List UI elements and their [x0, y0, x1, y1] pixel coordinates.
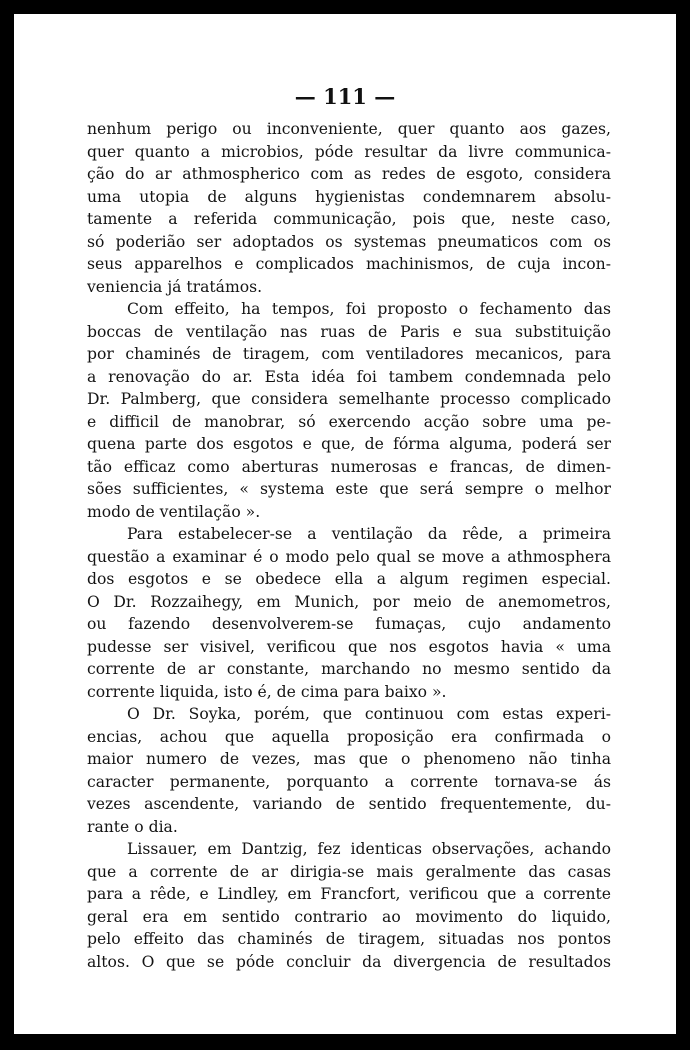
text-line: Lissauer, em Dantzig, fez identicas observações, achando: [127, 840, 611, 858]
text-line: veniencia já tratámos.: [87, 277, 263, 296]
text-line: que a corrente de ar dirigia-se mais geralmente das casas: [87, 862, 611, 881]
paragraph: [87, 703, 611, 838]
text-line: vezes ascendente, variando de sentido frequentemente, du-: [87, 795, 611, 813]
text-line: quena parte dos esgotos e que, de fórma alguma, poderá ser: [87, 435, 611, 453]
paragraph: [87, 118, 611, 298]
text-line: só poderião ser adoptados os systemas pneumaticos com os: [87, 232, 611, 251]
text-line: corrente liquida, isto é, de cima para baixo ».: [87, 682, 447, 701]
text-line: sões sufficientes, « systema este que será sempre o melhor: [87, 480, 611, 498]
text-line: corrente de ar constante, marchando no mesmo sentido da: [87, 660, 611, 678]
text-line: por chaminés de tiragem, com ventiladores mecanicos, para: [87, 345, 611, 363]
text-line: ção do ar athmospherico com as redes de esgoto, considera: [87, 165, 611, 183]
text-line: questão a examinar é o modo pelo qual se move a athmosphera: [87, 547, 611, 566]
text-line: ou fazendo desenvolverem-se fumaças, cujo andamento: [87, 615, 611, 633]
paragraph: [87, 523, 611, 703]
text-line: tão efficaz como aberturas numerosas e francas, de dimen-: [87, 457, 611, 476]
text-line: O Dr. Soyka, porém, que continuou com estas experi-: [127, 705, 611, 723]
text-line: rante o dia.: [87, 817, 178, 836]
text-line: tamente a referida communicação, pois que, neste caso,: [87, 210, 611, 228]
text-line: pudesse ser visivel, verificou que nos esgotos havia « uma: [87, 637, 611, 656]
paragraph: [87, 838, 611, 973]
text-line: pelo effeito das chaminés de tiragem, situadas nos pontos: [87, 930, 611, 948]
text-line: Dr. Palmberg, que considera semelhante processo complicado: [87, 390, 611, 408]
text-line: boccas de ventilação nas ruas de Paris e sua substituição: [87, 322, 611, 341]
text-line: quer quanto a microbios, póde resultar da livre communica-: [87, 142, 611, 161]
page-number: — 111 —: [294, 84, 396, 109]
paragraph: [87, 298, 611, 523]
text-line: geral era em sentido contrario ao movimento do liquido,: [87, 907, 611, 926]
text-line: uma utopia de alguns hygienistas condemnarem absolu-: [87, 187, 611, 206]
text-line: nenhum perigo ou inconveniente, quer quanto aos gazes,: [87, 120, 611, 138]
text-line: caracter permanente, porquanto a corrente tornava-se ás: [87, 772, 611, 791]
text-line: encias, achou que aquella proposição era confirmada o: [87, 727, 611, 746]
text-line: altos. O que se póde concluir da divergencia de resultados: [87, 952, 611, 971]
text-line: O Dr. Rozzaihegy, em Munich, por meio de anemometros,: [87, 592, 611, 611]
text-line: maior numero de vezes, mas que o phenomeno não tinha: [87, 750, 611, 768]
text-line: para a rêde, e Lindley, em Francfort, verificou que a corrente: [87, 885, 611, 903]
text-line: Para estabelecer-se a ventilação da rêde, a primeira: [127, 525, 611, 543]
text-line: seus apparelhos e complicados machinismos, de cuja incon-: [87, 255, 611, 273]
text-line: a renovação do ar. Esta idéa foi tambem condemnada pelo: [87, 367, 611, 386]
text-line: dos esgotos e se obedece ella a algum regimen especial.: [87, 570, 611, 588]
book-page: [14, 14, 676, 1034]
body-text: [87, 118, 611, 973]
text-line: e difficil de manobrar, só exercendo acção sobre uma pe-: [87, 412, 611, 431]
text-line: Com effeito, ha tempos, foi proposto o fechamento das: [127, 300, 611, 318]
text-line: modo de ventilação ».: [87, 502, 261, 521]
